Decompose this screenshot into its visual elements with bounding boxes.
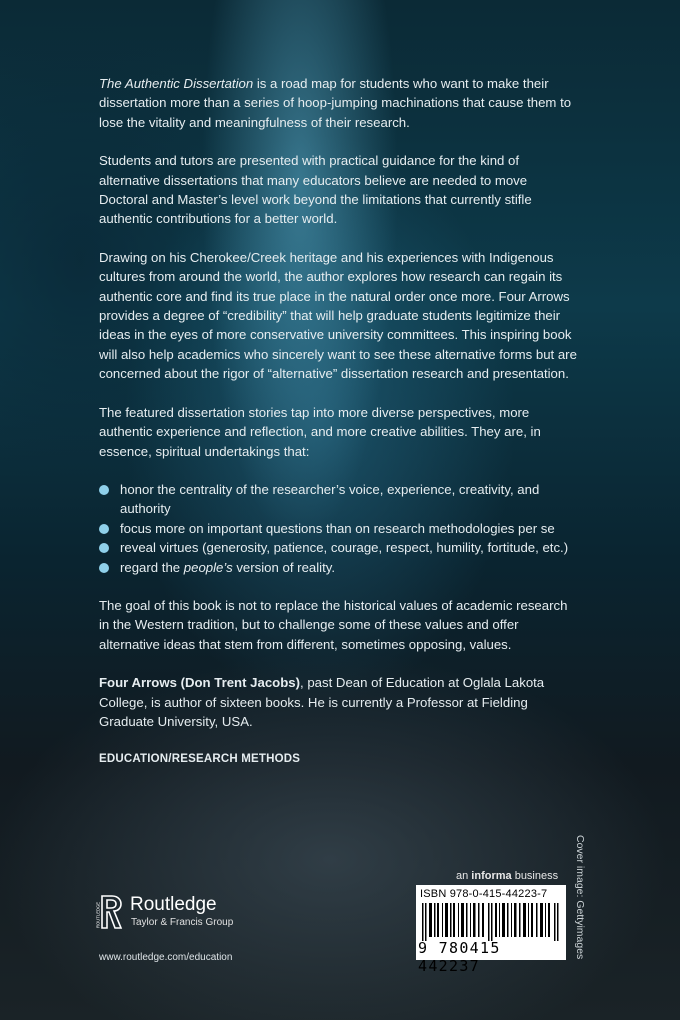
bullet-list xyxy=(99,480,579,577)
publisher-group: Taylor & Francis Group xyxy=(131,917,234,928)
routledge-r-icon xyxy=(95,894,124,930)
isbn-text: ISBN 978-0-415-44223-7 xyxy=(420,888,548,900)
back-cover-description xyxy=(99,74,579,789)
author-name: Four Arrows (Don Trent Jacobs) xyxy=(99,675,301,691)
list-item: reveal virtues (generosity, patience, courage, respect, humility, fortitude, etc.) xyxy=(99,538,579,557)
bullet-icon xyxy=(99,485,109,495)
barcode-icon xyxy=(422,903,562,941)
paragraph-goal: The goal of this book is not to replace the historical values of academic research in the Western tradition, but to challenge some of these values and offer alternative ideas that stem from different, sometimes opposing, values. xyxy=(99,597,568,652)
book-title: The Authentic Dissertation xyxy=(99,76,254,91)
barcode-digits: 9 780415 442237 xyxy=(418,939,501,975)
paragraph-stories: The featured dissertation stories tap into more diverse perspectives, more authentic experience and reflection, and more creative abilities. They are, in essence, spiritual undertakings that: xyxy=(99,404,541,459)
informa-tagline: an informa business xyxy=(456,870,559,882)
bullet-icon xyxy=(99,543,109,553)
publisher-website: www.routledge.com/education xyxy=(99,952,233,963)
list-item: focus more on important questions than on research methodologies per se xyxy=(99,519,579,538)
cover-image-credit: Cover image: Gettyimages xyxy=(574,835,586,960)
isbn-barcode xyxy=(416,885,566,975)
subject-category: EDUCATION/RESEARCH METHODS xyxy=(99,753,301,766)
list-item: honor the centrality of the researcher’s voice, experience, creativity, and authority xyxy=(99,480,579,519)
list-item: regard the people’s version of reality. xyxy=(99,558,579,577)
paragraph-heritage: Drawing on his Cherokee/Creek heritage and his experiences with Indigenous cultures from around the world, the author explores how research can regain its authentic core and find its true place in the natural order once more. Four Arrows provides a degree of “credibility” that will help graduate students legitimize their ideas in the eyes of more conservative university committees. This inspiring book will also help academics who sincerely want to see these alternative forms but are concerned about the rigor of “alternative” dissertation research and presentation. xyxy=(99,249,577,382)
paragraph-guidance: Students and tutors are presented with practical guidance for the kind of alternative dissertations that many educators believe are needed to move Doctoral and Master’s level work beyond the limitations that currently stifle authentic contributions for a better world. xyxy=(99,153,532,227)
author-bio: Four Arrows (Don Trent Jacobs), past Dean of Education at Oglala Lakota College, is author of sixteen books. He is currently a Professor at Fielding Graduate University, USA. xyxy=(99,675,545,729)
paragraph-intro: The Authentic Dissertation is a road map for students who want to make their dissertation more than a series of hoop-jumping machinations that cause them to lose the vitality and meaningfulness of their research. xyxy=(99,76,572,130)
bullet-icon xyxy=(99,563,109,573)
bullet-icon xyxy=(99,524,109,534)
publisher-name: Routledge xyxy=(130,894,217,915)
svg-text:ROUTLEDGE: ROUTLEDGE xyxy=(95,901,101,928)
